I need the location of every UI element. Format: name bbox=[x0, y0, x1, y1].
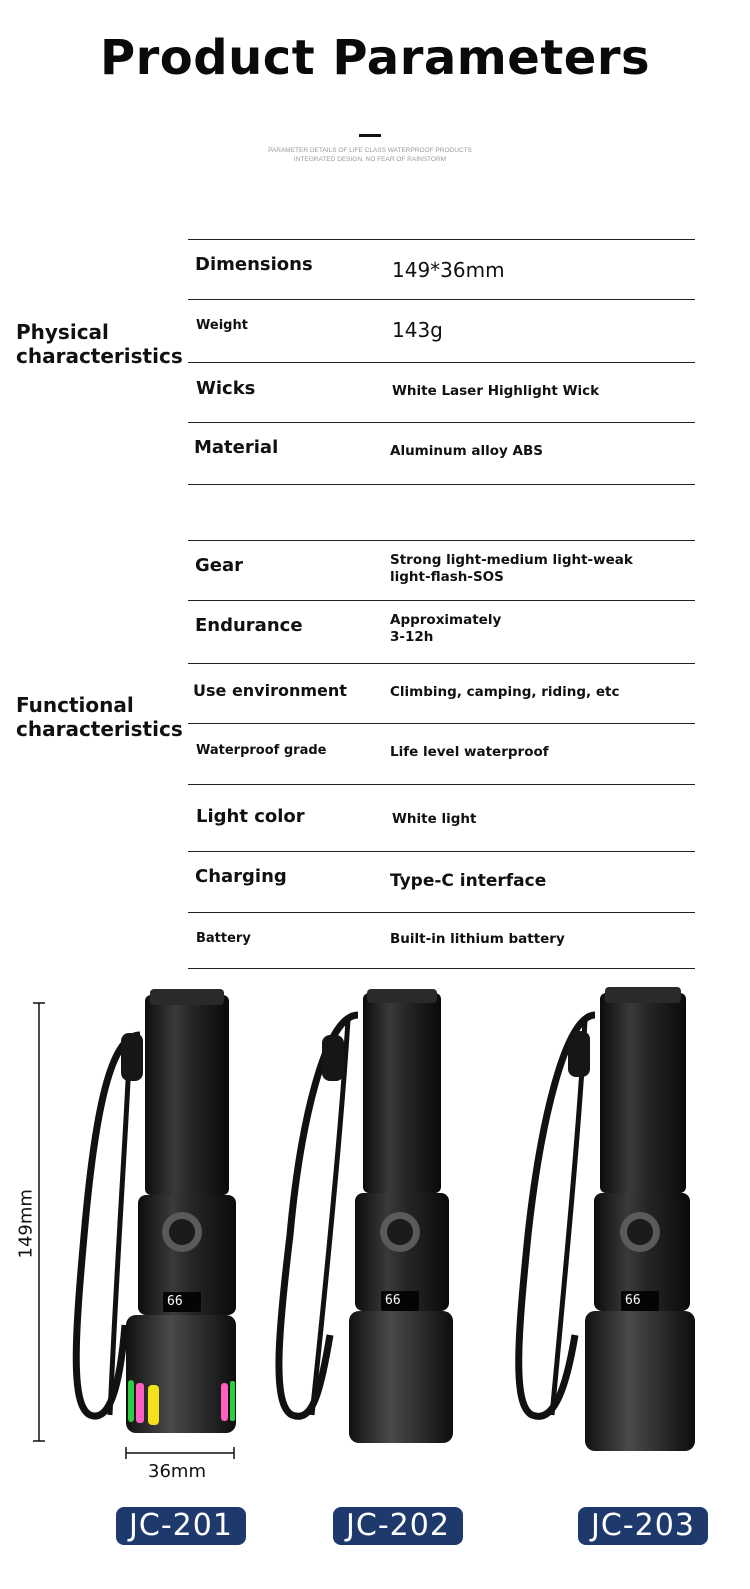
flashlight-product-image bbox=[0, 975, 750, 1495]
param-value-wicks: White Laser Highlight Wick bbox=[392, 383, 600, 399]
param-name-material: Material bbox=[194, 437, 279, 458]
table-divider bbox=[188, 422, 695, 423]
width-dimension-line bbox=[126, 1447, 234, 1459]
table-divider bbox=[188, 723, 695, 724]
table-divider bbox=[188, 362, 695, 363]
physical-section-label bbox=[16, 320, 183, 368]
title-underline bbox=[359, 134, 381, 137]
table-divider bbox=[188, 600, 695, 601]
page-title: Product Parameters bbox=[99, 30, 651, 86]
model-badge-jc-203: JC-203 bbox=[578, 1507, 708, 1545]
gear-value-line-2: light-flash-SOS bbox=[390, 569, 504, 585]
param-name-battery: Battery bbox=[196, 931, 251, 946]
table-divider bbox=[188, 299, 695, 300]
width-label: 36mm bbox=[148, 1461, 206, 1482]
table-divider bbox=[188, 912, 695, 913]
param-name-endurance: Endurance bbox=[195, 615, 303, 636]
param-name-charging: Charging bbox=[195, 866, 287, 887]
gear-value-line-1: Strong light-medium light-weak bbox=[390, 552, 633, 568]
param-name-use-environment: Use environment bbox=[193, 681, 347, 700]
table-divider bbox=[188, 239, 695, 240]
param-name-wicks: Wicks bbox=[196, 378, 256, 399]
param-name-dimensions: Dimensions bbox=[195, 254, 313, 275]
table-divider bbox=[188, 851, 695, 852]
display-reading-jc-202: 66 bbox=[385, 1293, 401, 1308]
height-label: 149mm bbox=[15, 1189, 37, 1259]
model-badge-jc-202: JC-202 bbox=[333, 1507, 463, 1545]
param-name-waterproof-grade: Waterproof grade bbox=[196, 743, 327, 758]
endurance-value-line-2: 3-12h bbox=[390, 629, 434, 645]
display-reading-jc-201: 66 bbox=[167, 1294, 183, 1309]
param-name-weight: Weight bbox=[196, 318, 248, 333]
functional-section-label bbox=[16, 693, 183, 741]
table-divider bbox=[188, 968, 695, 969]
param-value-light-color: White light bbox=[392, 811, 477, 827]
physical-label-line-2: characteristics bbox=[16, 344, 183, 368]
table-divider bbox=[188, 484, 695, 485]
param-value-waterproof-grade: Life level waterproof bbox=[390, 744, 549, 760]
param-value-material: Aluminum alloy ABS bbox=[390, 443, 543, 459]
functional-label-line-2: characteristics bbox=[16, 717, 183, 741]
table-divider bbox=[188, 784, 695, 785]
flashlight-jc-203 bbox=[519, 987, 695, 1451]
table-divider bbox=[188, 540, 695, 541]
table-divider bbox=[188, 663, 695, 664]
endurance-value-line-1: Approximately bbox=[390, 612, 502, 628]
subtitle-line-1: PARAMETER DETAILS OF LIFE CLASS WATERPROOF PRODUCTS bbox=[268, 147, 472, 154]
param-value-dimensions: 149*36mm bbox=[392, 258, 505, 282]
param-name-gear: Gear bbox=[195, 555, 244, 576]
param-value-charging: Type-C interface bbox=[390, 871, 547, 891]
display-reading-jc-203: 66 bbox=[625, 1293, 641, 1308]
page-subtitle bbox=[0, 147, 740, 164]
param-value-battery: Built-in lithium battery bbox=[390, 931, 565, 947]
subtitle-line-2: INTEGRATED DESIGN, NO FEAR OF RAINSTORM bbox=[293, 155, 447, 163]
param-value-endurance bbox=[390, 612, 501, 646]
param-value-use-environment: Climbing, camping, riding, etc bbox=[390, 684, 620, 700]
param-value-gear bbox=[390, 552, 633, 586]
param-name-light-color: Light color bbox=[196, 806, 305, 827]
flashlight-jc-201 bbox=[76, 989, 236, 1433]
param-value-weight: 143g bbox=[392, 318, 443, 342]
functional-label-line-1: Functional bbox=[16, 693, 134, 717]
model-badge-jc-201: JC-201 bbox=[116, 1507, 246, 1545]
flashlight-jc-202 bbox=[279, 989, 453, 1443]
physical-label-line-1: Physical bbox=[16, 320, 109, 344]
